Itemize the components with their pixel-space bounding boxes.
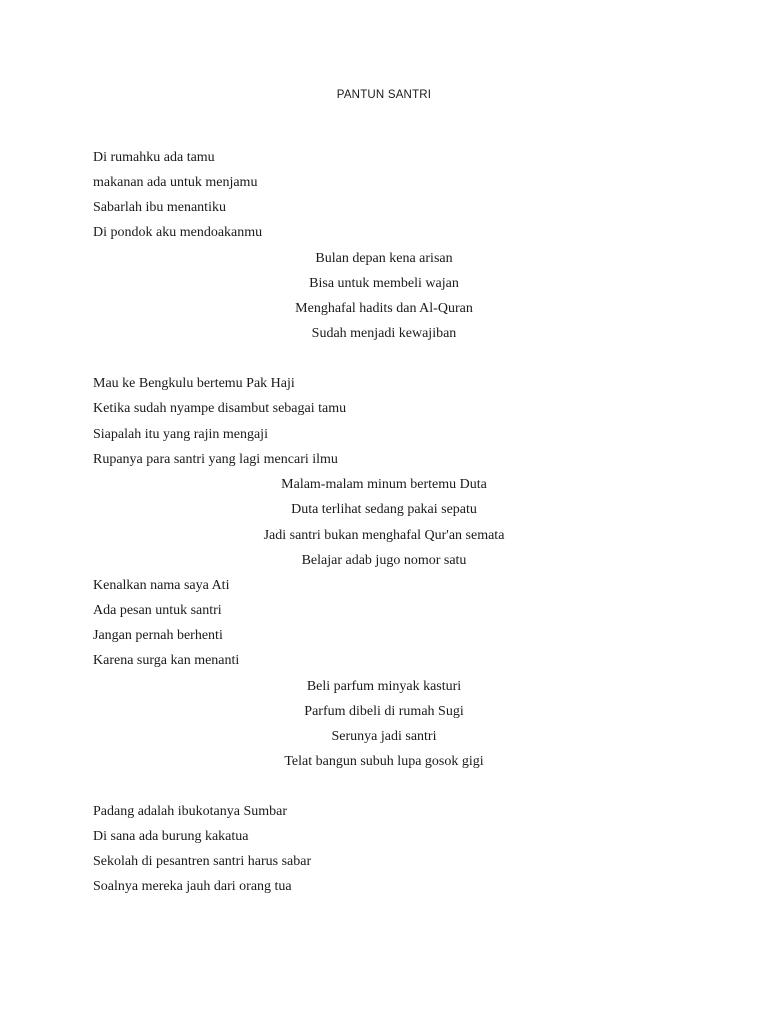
poem-line: makanan ada untuk menjamu	[93, 175, 258, 190]
poem-line: Beli parfum minyak kasturi	[306, 679, 462, 694]
poem-line: Bulan depan kena arisan	[315, 251, 453, 266]
poem-line: Padang adalah ibukotanya Sumbar	[93, 804, 288, 819]
poem-line: Jadi santri bukan menghafal Qur'an semata	[263, 528, 505, 543]
poem-line: Siapalah itu yang rajin mengaji	[93, 427, 268, 442]
poem-line: Parfum dibeli di rumah Sugi	[304, 704, 464, 719]
document-title: PANTUN SANTRI	[336, 89, 432, 101]
poem-line: Jangan pernah berhenti	[93, 628, 223, 643]
poem-line: Ada pesan untuk santri	[93, 603, 222, 618]
poem-line: Di pondok aku mendoakanmu	[93, 225, 263, 240]
poem-line: Di rumahku ada tamu	[93, 150, 215, 165]
poem-line: Bisa untuk membeli wajan	[309, 276, 459, 291]
poem-line: Telat bangun subuh lupa gosok gigi	[284, 754, 484, 769]
poem-line: Di sana ada burung kakatua	[93, 829, 249, 844]
poem-line: Ketika sudah nyampe disambut sebagai tamu	[93, 401, 347, 416]
poem-line: Kenalkan nama saya Ati	[93, 578, 230, 593]
poem-line: Soalnya mereka jauh dari orang tua	[93, 879, 292, 894]
poem-line: Belajar adab jugo nomor satu	[301, 553, 467, 568]
poem-line: Serunya jadi santri	[331, 729, 437, 744]
poem-line: Sudah menjadi kewajiban	[311, 326, 457, 341]
poem-line: Sabarlah ibu menantiku	[93, 200, 226, 215]
poem-line: Menghafal hadits dan Al-Quran	[295, 301, 473, 316]
poem-line: Sekolah di pesantren santri harus sabar	[93, 854, 312, 869]
poem-line: Rupanya para santri yang lagi mencari ilmu	[93, 452, 338, 467]
poem-line: Mau ke Bengkulu bertemu Pak Haji	[93, 376, 295, 391]
poem-line: Malam-malam minum bertemu Duta	[281, 477, 487, 492]
poem-line: Karena surga kan menanti	[93, 653, 240, 668]
poem-line: Duta terlihat sedang pakai sepatu	[291, 502, 477, 517]
